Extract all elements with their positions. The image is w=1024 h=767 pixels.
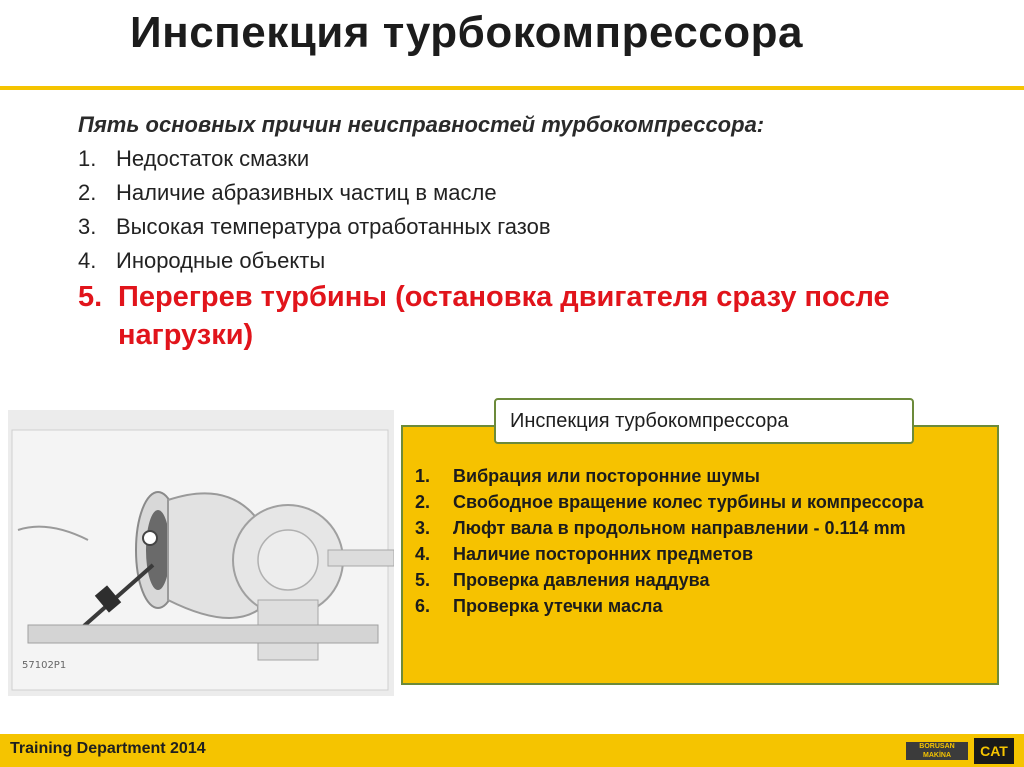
inspection-list xyxy=(415,463,985,619)
photo-caption: 57102P1 xyxy=(22,660,67,671)
causes-list xyxy=(78,142,958,354)
footer-text: Training Department 2014 xyxy=(10,740,206,757)
cause-item: 1. Недостаток смазки xyxy=(78,146,310,171)
slide-title: Инспекция турбокомпрессора xyxy=(130,8,803,57)
cat-logo: CAT xyxy=(974,738,1014,764)
inspection-item: 2. Свободное вращение колес турбины и компрессора xyxy=(415,492,924,512)
borusan-logo: BORUSAN MAKİNA xyxy=(906,742,968,760)
footer-bar xyxy=(0,734,1024,767)
inspection-item: 5. Проверка давления наддува xyxy=(415,570,710,590)
inspection-item: 4. Наличие посторонних предметов xyxy=(415,544,754,564)
causes-section xyxy=(78,108,958,354)
inspection-callout-box xyxy=(401,425,999,685)
cause-item: 2. Наличие абразивных частиц в масле xyxy=(78,180,497,205)
inspection-item: 1. Вибрация или посторонние шумы xyxy=(415,466,760,486)
cause-item: 3. Высокая температура отработанных газов xyxy=(78,214,551,239)
inspection-callout-label: Инспекция турбокомпрессора xyxy=(494,398,914,444)
inspection-item: 6. Проверка утечки масла xyxy=(415,596,663,616)
title-bar xyxy=(0,0,1024,88)
cause-item-highlight: 5. Перегрев турбины (остановка двигателя сразу после нагрузки) xyxy=(78,281,890,351)
inspection-item: 3. Люфт вала в продольном направлении - 0.114 mm xyxy=(415,518,906,538)
causes-heading: Пять основных причин неисправностей турбокомпрессора: xyxy=(78,112,765,137)
turbocharger-illustration xyxy=(8,410,394,696)
cause-item: 4. Инородные объекты xyxy=(78,248,326,273)
title-divider xyxy=(0,86,1024,90)
turbocharger-photo xyxy=(8,410,394,696)
